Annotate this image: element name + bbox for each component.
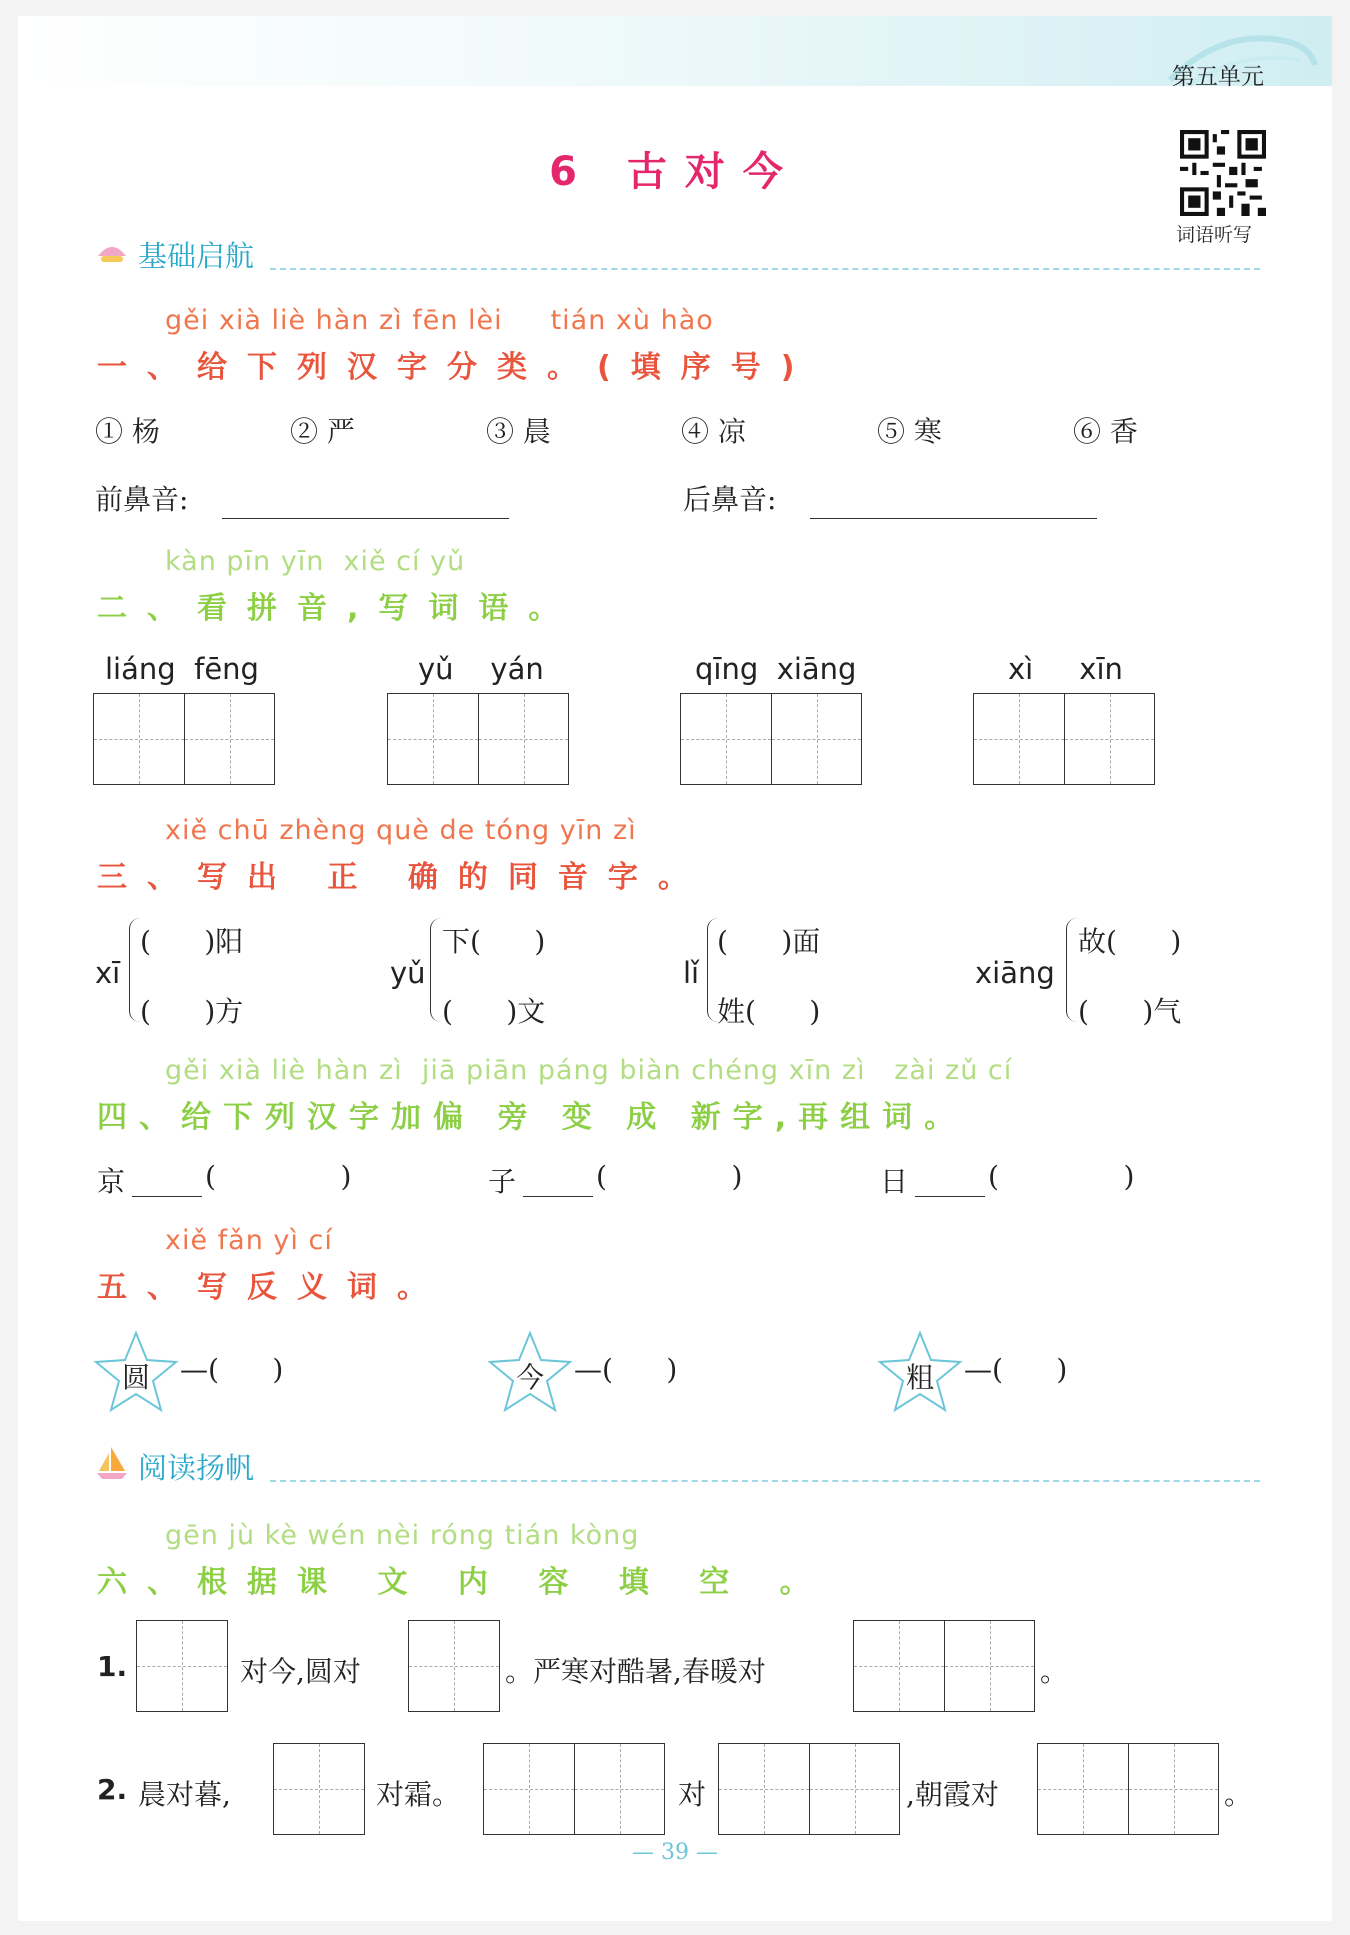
antonym-blank[interactable]: —( ) (574, 1353, 678, 1386)
char-grid[interactable] (483, 1743, 665, 1835)
q6-text-fragment: 。 (1040, 1655, 1069, 1688)
q5-pinyin: xiě fǎn yì cí (165, 1225, 333, 1256)
section-divider (270, 1480, 1260, 1482)
char-grid[interactable] (973, 693, 1155, 785)
homophone-blank[interactable]: ( )气 (1078, 995, 1182, 1028)
homophone-blank[interactable]: ( )方 (140, 995, 244, 1028)
homophone-blank[interactable]: 故( ) (1078, 925, 1182, 958)
homophone-blank[interactable]: ( )面 (717, 925, 821, 958)
q2-pinyin: kàn pīn yīn xiě cí yǔ (165, 546, 466, 577)
radical-base-char: 日 (880, 1165, 909, 1198)
word-blank[interactable]: ( ) (596, 1160, 743, 1193)
antonym-char: 今 (516, 1361, 545, 1394)
char-grid[interactable] (273, 1743, 365, 1835)
section-divider (270, 268, 1260, 270)
q1-text: 一、给下列汉字分类。(填序号) (97, 350, 815, 385)
radical-answer-line[interactable] (915, 1196, 985, 1197)
antonym-blank[interactable]: —( ) (964, 1353, 1068, 1386)
q1-option: ⑥ 香 (1073, 415, 1138, 448)
page-number: — 39 — (632, 1840, 718, 1865)
brace (129, 918, 140, 1022)
q1-pinyin: gěi xià liè hàn zì fēn lèi tián xù hào (165, 305, 714, 336)
word-blank[interactable]: ( ) (988, 1160, 1135, 1193)
brace (1066, 918, 1077, 1022)
q6-text-fragment: ,朝霞对 (906, 1778, 999, 1811)
qr-code-icon[interactable] (1180, 130, 1266, 216)
radical-answer-line[interactable] (132, 1196, 202, 1197)
word-pinyin: yǔ yán (418, 652, 544, 686)
char-grid[interactable] (93, 693, 275, 785)
q6-text: 六、根据课 文 内 容 填 空 。 (97, 1565, 830, 1600)
char-grid[interactable] (408, 1620, 500, 1712)
q6-item-number: 2. (97, 1773, 128, 1806)
homophone-pinyin: xiāng (975, 956, 1055, 990)
back-nasal-answer-line[interactable] (810, 518, 1097, 519)
char-grid[interactable] (853, 1620, 1035, 1712)
q6-text-fragment: 。严寒对酷暑,春暖对 (505, 1655, 766, 1688)
q6-text-fragment: 对 (678, 1778, 707, 1811)
word-pinyin: liáng fēng (105, 652, 259, 686)
q1-option: ⑤ 寒 (877, 415, 942, 448)
homophone-blank[interactable]: ( )阳 (140, 925, 244, 958)
section-title-basic: 基础启航 (138, 239, 255, 273)
q1-option: ③ 晨 (486, 415, 551, 448)
homophone-blank[interactable]: ( )文 (442, 995, 546, 1028)
q6-text-fragment: 晨对暮, (138, 1778, 231, 1811)
q6-text-fragment: 对今,圆对 (240, 1655, 361, 1688)
unit-label: 第五单元 (1172, 64, 1264, 90)
q2-text: 二、看拼音,写词语。 (97, 591, 579, 626)
homophone-blank[interactable]: 下( ) (442, 925, 546, 958)
q6-text-fragment: 。 (1224, 1778, 1253, 1811)
char-grid[interactable] (680, 693, 862, 785)
q1-option: ① 杨 (95, 415, 160, 448)
q4-text: 四、给下列汉字加偏 旁 变 成 新字,再组词。 (97, 1100, 967, 1135)
back-nasal-label: 后鼻音: (683, 483, 777, 516)
q6-item-number: 1. (97, 1650, 128, 1683)
word-pinyin: xì xīn (1008, 652, 1123, 686)
word-blank[interactable]: ( ) (205, 1160, 352, 1193)
front-nasal-label: 前鼻音: (95, 483, 189, 516)
radical-base-char: 京 (97, 1165, 126, 1198)
lesson-title: 6 古对今 (549, 149, 801, 195)
radical-answer-line[interactable] (523, 1196, 593, 1197)
char-grid[interactable] (387, 693, 569, 785)
q3-pinyin: xiě chū zhèng què de tóng yīn zì (165, 815, 637, 846)
q1-option: ② 严 (290, 415, 355, 448)
q5-text: 五、写反义词。 (97, 1270, 447, 1305)
antonym-char: 圆 (122, 1361, 151, 1394)
homophone-pinyin: yǔ (390, 956, 426, 990)
brace (430, 918, 441, 1022)
q3-text: 三、写出 正 确的同音字。 (97, 860, 708, 895)
section-title-reading: 阅读扬帆 (138, 1451, 255, 1485)
antonym-char: 粗 (906, 1361, 935, 1394)
boat-icon (95, 236, 129, 266)
char-grid[interactable] (718, 1743, 900, 1835)
q4-pinyin: gěi xià liè hàn zì jiā piān páng biàn chéng xīn zì zài zǔ cí (165, 1055, 1013, 1086)
word-pinyin: qīng xiāng (695, 652, 857, 686)
homophone-pinyin: xī (95, 956, 121, 990)
char-grid[interactable] (1037, 1743, 1219, 1835)
sailboat-icon (95, 1445, 129, 1481)
q6-text-fragment: 对霜。 (376, 1778, 461, 1811)
q1-option: ④ 凉 (681, 415, 746, 448)
qr-label: 词语听写 (1176, 224, 1253, 246)
q6-pinyin: gēn jù kè wén nèi róng tián kòng (165, 1520, 640, 1551)
header-banner (18, 16, 1332, 86)
antonym-blank[interactable]: —( ) (180, 1353, 284, 1386)
radical-base-char: 子 (488, 1165, 517, 1198)
front-nasal-answer-line[interactable] (222, 518, 509, 519)
char-grid[interactable] (136, 1620, 228, 1712)
homophone-pinyin: lǐ (683, 956, 700, 990)
homophone-blank[interactable]: 姓( ) (717, 995, 821, 1028)
